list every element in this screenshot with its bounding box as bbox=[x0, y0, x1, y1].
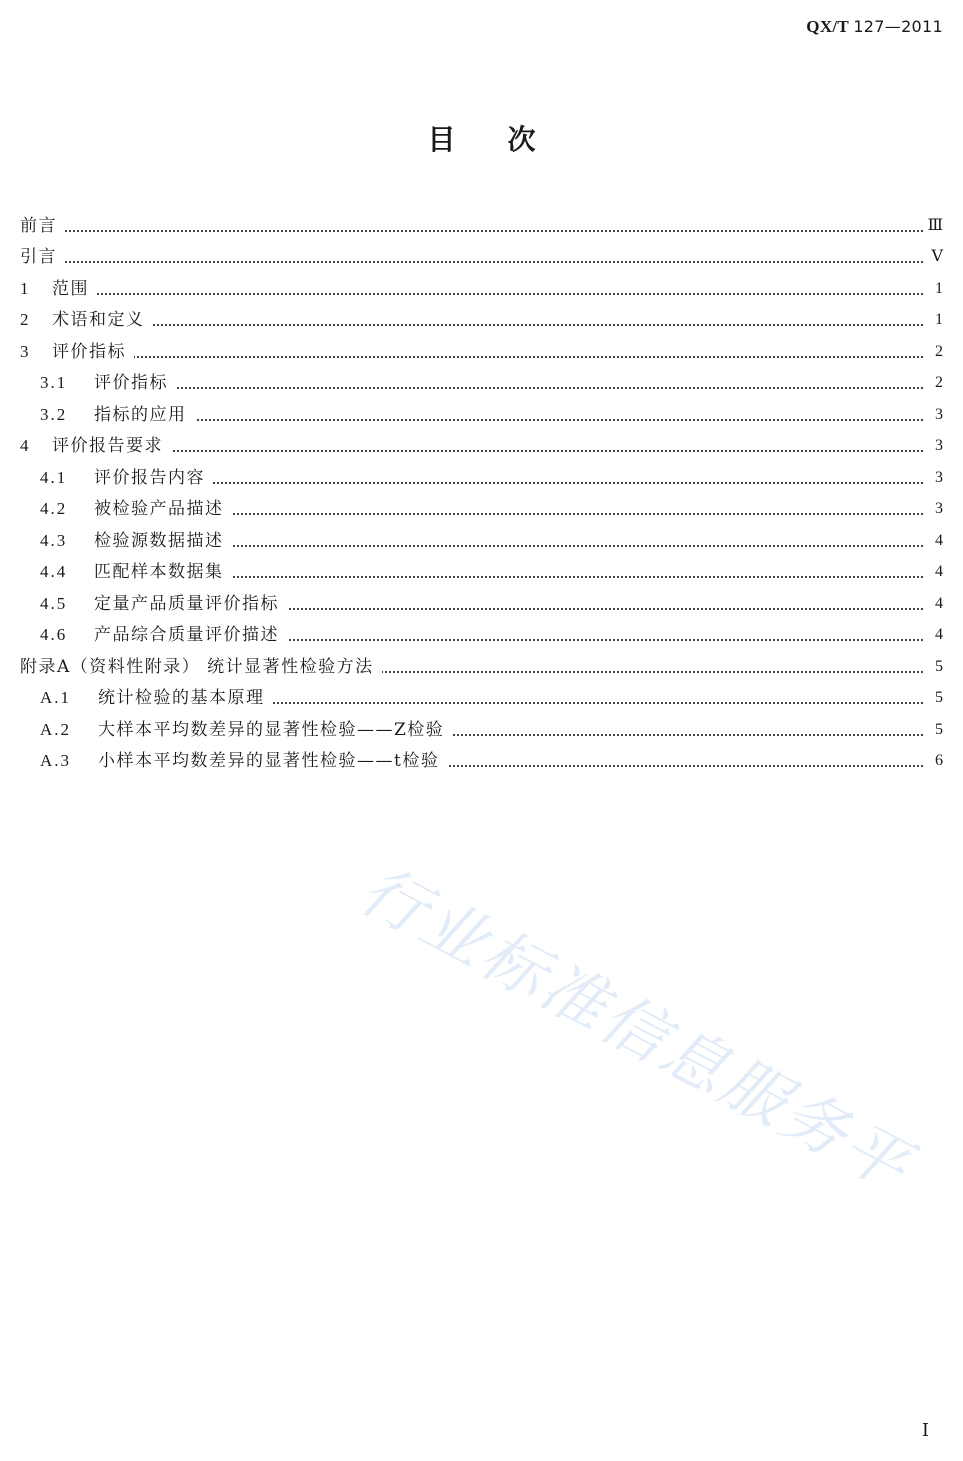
toc-entry-label: 前言 bbox=[20, 211, 65, 241]
toc-entry-page: 1 bbox=[927, 305, 943, 335]
toc-entry-a-2[interactable] bbox=[0, 715, 963, 745]
toc-entry-3-2[interactable] bbox=[0, 400, 963, 430]
toc-entry-2[interactable] bbox=[0, 305, 963, 335]
toc-entry-4-2[interactable] bbox=[0, 494, 963, 524]
toc-entry-3[interactable] bbox=[0, 337, 963, 367]
standard-prefix: QX/T bbox=[806, 17, 849, 36]
toc-entry-label: 4.1 评价报告内容 bbox=[40, 463, 213, 493]
toc-entry-label: 4.3 检验源数据描述 bbox=[40, 526, 232, 556]
toc-entry-label: 3.2 指标的应用 bbox=[40, 400, 195, 430]
watermark: 行业标准信息服务平 bbox=[348, 853, 924, 1206]
toc-entry-page: 4 bbox=[927, 557, 943, 587]
toc-entry-label: A.1 统计检验的基本原理 bbox=[40, 683, 273, 713]
toc-entry-page: Ⅲ bbox=[927, 211, 943, 241]
toc-entry-4-4[interactable] bbox=[0, 557, 963, 587]
toc-leader bbox=[60, 242, 923, 263]
toc-entry-annex-a[interactable] bbox=[0, 652, 963, 682]
toc-entry-4-1[interactable] bbox=[0, 463, 963, 493]
page-title: 目次 bbox=[427, 123, 588, 156]
toc-entry-page: 5 bbox=[927, 715, 943, 745]
toc-entry-page: 6 bbox=[927, 746, 943, 776]
toc-entry-4-6[interactable] bbox=[0, 620, 963, 650]
toc-entry-label: 1 范围 bbox=[20, 274, 97, 304]
page-number: Ⅰ bbox=[921, 1420, 929, 1440]
toc-entry-page: 5 bbox=[927, 683, 943, 713]
toc-entry-4[interactable] bbox=[0, 431, 963, 461]
toc-entry-label: 4.4 匹配样本数据集 bbox=[40, 557, 232, 587]
toc-entry-page: 3 bbox=[927, 463, 943, 493]
toc-entry-label: 4 评价报告要求 bbox=[20, 431, 171, 461]
toc-entry-a-3[interactable] bbox=[0, 746, 963, 776]
toc-entry-page: 3 bbox=[927, 400, 943, 430]
toc-entry-introduction[interactable] bbox=[0, 242, 963, 272]
toc-leader bbox=[60, 337, 923, 358]
toc-entry-page: 3 bbox=[927, 431, 943, 461]
toc-leader bbox=[60, 274, 923, 295]
toc-entry-page: 3 bbox=[927, 494, 943, 524]
toc-entry-1[interactable] bbox=[0, 274, 963, 304]
toc-leader bbox=[60, 431, 923, 452]
toc-entry-page: 2 bbox=[927, 337, 943, 367]
toc-entry-4-5[interactable] bbox=[0, 589, 963, 619]
toc-entry-page: Ⅴ bbox=[927, 242, 943, 272]
toc-entry-page: 4 bbox=[927, 589, 943, 619]
toc-entry-page: 1 bbox=[927, 274, 943, 304]
toc-entry-page: 2 bbox=[927, 368, 943, 398]
toc-entry-page: 4 bbox=[927, 526, 943, 556]
toc-entry-label: 附录A（资料性附录） 统计显著性检验方法 bbox=[20, 652, 382, 682]
toc-entry-label: A.3 小样本平均数差异的显著性检验——t检验 bbox=[40, 746, 447, 776]
standard-code bbox=[806, 17, 943, 37]
toc-entry-a-1[interactable] bbox=[0, 683, 963, 713]
toc-entry-label: 4.2 被检验产品描述 bbox=[40, 494, 232, 524]
toc-entry-label: A.2 大样本平均数差异的显著性检验——Z检验 bbox=[40, 715, 452, 745]
toc-entry-label: 4.5 定量产品质量评价指标 bbox=[40, 589, 287, 619]
toc-entry-page: 4 bbox=[927, 620, 943, 650]
toc-leader bbox=[60, 211, 923, 232]
standard-number: 127—2011 bbox=[853, 17, 943, 36]
toc-entry-foreword[interactable] bbox=[0, 211, 963, 241]
toc-entry-page: 5 bbox=[927, 652, 943, 682]
toc-entry-label: 引言 bbox=[20, 242, 65, 272]
toc-leader bbox=[60, 368, 923, 389]
toc-entry-3-1[interactable] bbox=[0, 368, 963, 398]
toc-entry-label: 4.6 产品综合质量评价描述 bbox=[40, 620, 287, 650]
toc-leader bbox=[60, 305, 923, 326]
toc-entry-label: 2 术语和定义 bbox=[20, 305, 153, 335]
toc-entry-4-3[interactable] bbox=[0, 526, 963, 556]
toc-entry-label: 3 评价指标 bbox=[20, 337, 134, 367]
toc-entry-label: 3.1 评价指标 bbox=[40, 368, 176, 398]
